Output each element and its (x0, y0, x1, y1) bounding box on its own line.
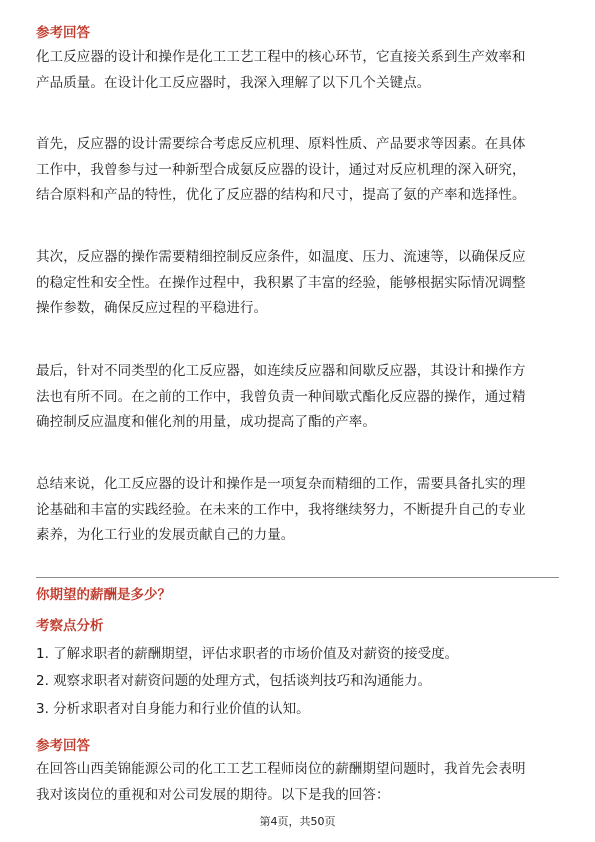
paragraph-line: 我对该岗位的重视和对公司发展的期待。以下是我的回答： (36, 786, 390, 803)
analysis-point-2: 2. 观察求职者对薪资问题的处理方式，包括谈判技巧和沟通能力。 (36, 673, 432, 689)
paragraph-line: 在回答山西美锦能源公司的化工工艺工程师岗位的薪酬期望问题时，我首先会表明 (36, 761, 526, 777)
reference-answer-heading-2: 参考回答 (36, 738, 90, 754)
analysis-point-1: 1. 了解求职者的薪酬期望，评估求职者的市场价值及对薪资的接受度。 (36, 646, 459, 662)
question-title: 你期望的薪酬是多少？ (36, 587, 171, 603)
paragraph-line: 素养，为化工行业的发展贡献自己的力量。 (36, 527, 295, 543)
answer-paragraph-5 (36, 472, 561, 549)
paragraph-line: 确控制反应温度和催化剂的用量，成功提高了酯的产率。 (36, 414, 376, 430)
answer-paragraph-2 (36, 132, 561, 209)
paragraph-line: 总结来说，化工反应器的设计和操作是一项复杂而精细的工作，需要具备扎实的理 (36, 476, 526, 492)
paragraph-line: 产品质量。在设计化工反应器时，我深入理解了以下几个关键点。 (36, 74, 431, 91)
analysis-point-3: 3. 分析求职者对自身能力和行业价值的认知。 (36, 701, 310, 717)
answer-paragraph-4 (36, 359, 561, 436)
paragraph-line: 结合原料和产品的特性，优化了反应器的结构和尺寸，提高了氨的产率和选择性。 (36, 187, 526, 203)
paragraph-line: 其次，反应器的操作需要精细控制反应条件，如温度、压力、流速等，以确保反应 (36, 249, 526, 265)
paragraph-line: 化工反应器的设计和操作是化工工艺工程中的核心环节，它直接关系到生产效率和 (36, 49, 526, 65)
paragraph-line: 工作中，我曾参与过一种新型合成氨反应器的设计，通过对反应机理的深入研究， (36, 161, 526, 178)
page-number-footer: 第4页，共50页 (259, 815, 336, 828)
analysis-heading: 考察点分析 (36, 618, 104, 634)
reference-answer-heading: 参考回答 (36, 25, 90, 41)
answer-intro-paragraph (36, 757, 561, 808)
paragraph-line: 法也有所不同。在之前的工作中，我曾负责一种间歇式酯化反应器的操作，通过精 (36, 388, 526, 405)
paragraph-line: 操作参数，确保反应过程的平稳进行。 (36, 300, 268, 316)
paragraph-line: 的稳定性和安全性。在操作过程中，我积累了丰富的经验，能够根据实际情况调整 (36, 274, 526, 291)
paragraph-line: 论基础和丰富的实践经验。在未来的工作中，我将继续努力，不断提升自己的专业 (36, 501, 526, 518)
paragraph-line: 最后，针对不同类型的化工反应器，如连续反应器和间歇反应器，其设计和操作方 (36, 363, 526, 379)
section-divider (36, 577, 559, 578)
paragraph-line: 首先，反应器的设计需要综合考虑反应机理、原料性质、产品要求等因素。在具体 (36, 136, 526, 152)
answer-paragraph-1 (36, 45, 561, 96)
answer-paragraph-3 (36, 245, 561, 322)
